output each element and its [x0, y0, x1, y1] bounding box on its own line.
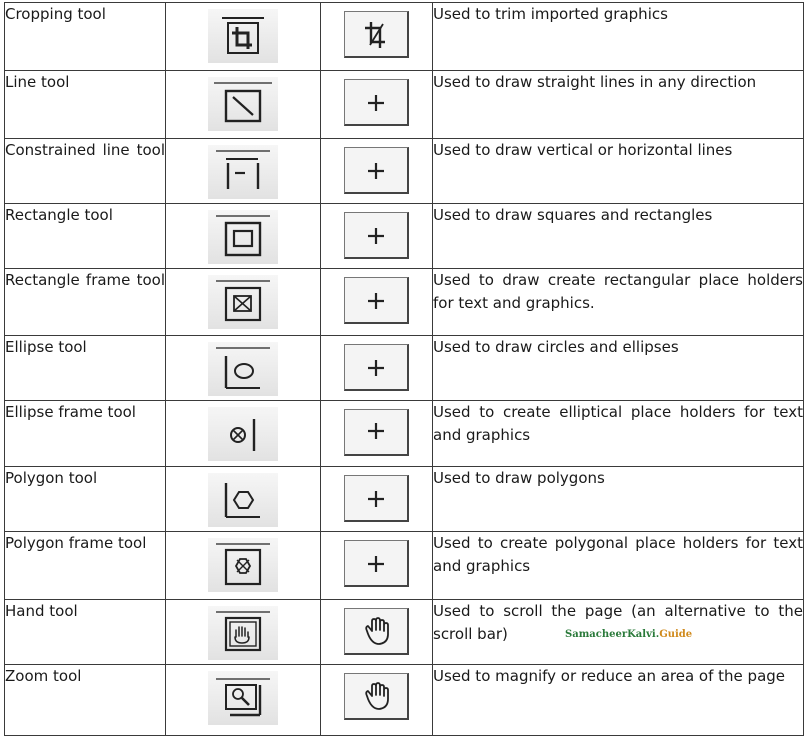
cropping-tool-icon: [208, 9, 278, 63]
crop-cursor-icon: [344, 11, 409, 58]
rectangle-tool-icon: [208, 210, 278, 264]
tool-description: Used to draw vertical or horizontal lines: [433, 139, 804, 204]
tool-description: Used to draw circles and ellipses: [433, 336, 804, 401]
hand-cursor-icon: [344, 673, 409, 720]
polygon-tool-icon: [208, 473, 278, 527]
tool-name: Hand tool: [5, 600, 166, 665]
rectangle-frame-tool-icon: [208, 275, 278, 329]
ellipse-tool-icon: [208, 342, 278, 396]
tool-description: Used to scroll the page (an alternative to the scroll bar): [433, 600, 804, 665]
tool-description: Used to draw create rectangular place holders for text and graphics.: [433, 269, 804, 336]
crosshair-cursor-icon: [344, 475, 409, 522]
tools-table: [4, 2, 804, 736]
hand-tool-icon: [208, 606, 278, 660]
table-row: [5, 401, 804, 467]
watermark: SamacheerKalvi.Guide: [565, 629, 693, 640]
line-tool-icon: [208, 77, 278, 131]
tool-description: Used to create polygonal place holders for text and graphics: [433, 532, 804, 600]
tool-description: Used to draw polygons: [433, 467, 804, 532]
polygon-frame-tool-icon: [208, 538, 278, 592]
ellipse-frame-tool-icon: [208, 407, 278, 461]
table-row: [5, 269, 804, 336]
table-row: [5, 467, 804, 532]
zoom-tool-icon: [208, 671, 278, 725]
tool-name: Polygon tool: [5, 467, 166, 532]
tool-name: Rectangle frame tool: [5, 269, 166, 336]
tool-name: Rectangle tool: [5, 204, 166, 269]
tool-name: Zoom tool: [5, 665, 166, 736]
table-row: [5, 71, 804, 139]
crosshair-cursor-icon: [344, 79, 409, 126]
tool-description: Used to magnify or reduce an area of the page: [433, 665, 804, 736]
table-row: [5, 3, 804, 71]
tool-description: Used to draw squares and rectangles: [433, 204, 804, 269]
tool-name: Cropping tool: [5, 3, 166, 71]
table-row: [5, 665, 804, 736]
tool-description: Used to draw straight lines in any direction: [433, 71, 804, 139]
crosshair-cursor-icon: [344, 409, 409, 456]
crosshair-cursor-icon: [344, 344, 409, 391]
table-row: [5, 139, 804, 204]
tool-name: Line tool: [5, 71, 166, 139]
crosshair-cursor-icon: [344, 147, 409, 194]
hand-cursor-icon: [344, 608, 409, 655]
tool-name: Ellipse frame tool: [5, 401, 166, 467]
tool-description: Used to create elliptical place holders for text and graphics: [433, 401, 804, 467]
crosshair-cursor-icon: [344, 277, 409, 324]
crosshair-cursor-icon: [344, 540, 409, 587]
tool-description: Used to trim imported graphics: [433, 3, 804, 71]
tool-name: Constrained line tool: [5, 139, 166, 204]
table-row: [5, 532, 804, 600]
tool-name: Ellipse tool: [5, 336, 166, 401]
crosshair-cursor-icon: [344, 212, 409, 259]
constrained-line-tool-icon: [208, 145, 278, 199]
table-row: [5, 336, 804, 401]
table-row: [5, 204, 804, 269]
tool-name: Polygon frame tool: [5, 532, 166, 600]
